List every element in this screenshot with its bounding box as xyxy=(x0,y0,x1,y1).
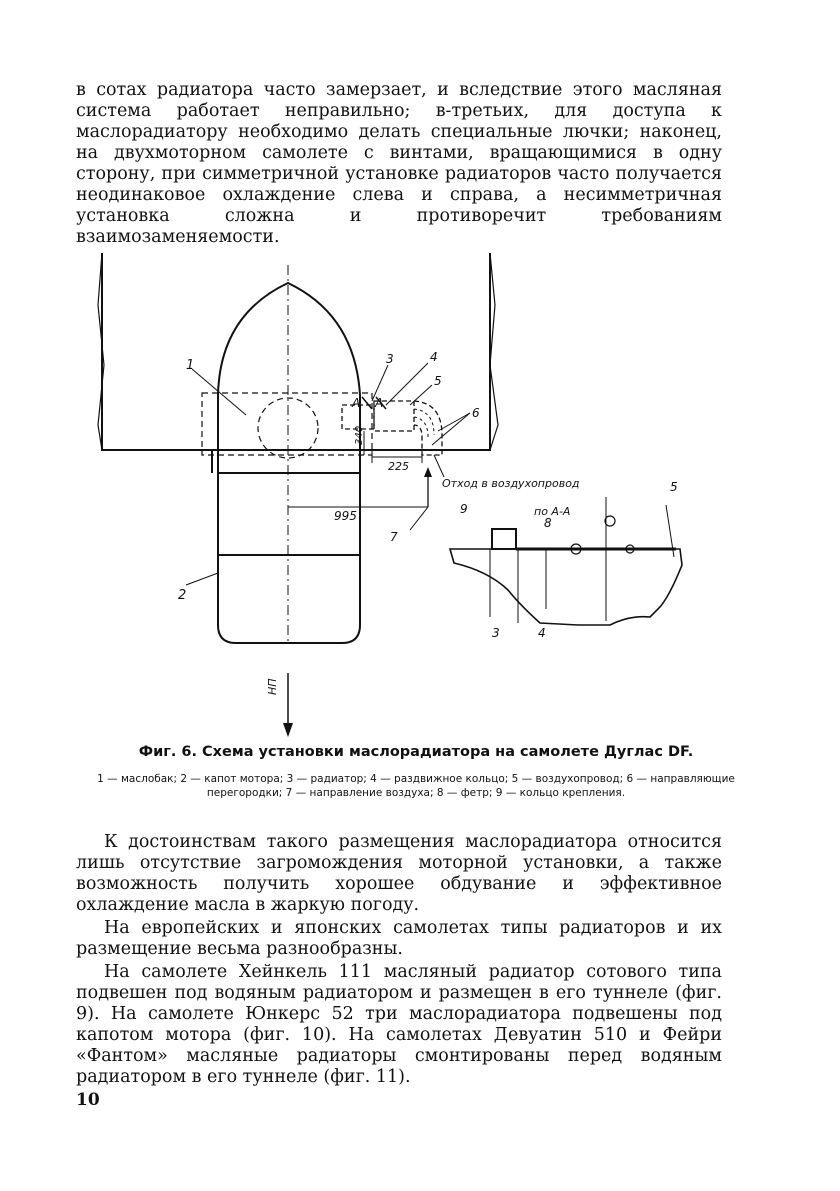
np-label: НП xyxy=(266,678,279,695)
label-9: 9 xyxy=(460,502,468,516)
figure-caption: Фиг. 6. Схема установки маслорадиатора на самолете Дуглас DF. xyxy=(138,744,694,760)
label-7: 7 xyxy=(390,530,398,544)
dim-340: 340 xyxy=(354,425,365,445)
label-1: 1 xyxy=(186,358,195,373)
cowling-lower xyxy=(218,555,360,643)
oil-radiator-diagram xyxy=(70,245,770,745)
paragraph-european: На европейских и японских самолетах типы радиаторов и их размещение весьма разнообразны. xyxy=(76,918,722,959)
figure-legend: 1 — маслобак; 2 — капот мотора; 3 — радиатор; 4 — раздвижное кольцо; 5 — воздухопровод; 6 — направляющие перегородки; 7 — направление воздуха; 8 — фетр; 9 — кольцо крепления. xyxy=(97,773,735,799)
label-3: 3 xyxy=(386,352,394,366)
paragraph-advantages: К достоинствам такого размещения маслорадиатора относится лишь отсутствие загромождения моторной установки, а также возможность получить хорошее обдувание и эффективное охлаждение масла в жаркую погоду. xyxy=(76,832,722,915)
page-number: 10 xyxy=(76,1090,100,1110)
air-duct xyxy=(414,401,442,455)
outlet-label: Отход в воздухопровод xyxy=(442,477,580,490)
label-8: 8 xyxy=(544,516,552,530)
label-2: 2 xyxy=(178,588,187,603)
nacelle-nose xyxy=(218,283,360,473)
wing-outline xyxy=(102,253,212,473)
paragraph-examples: На самолете Хейнкель 111 масляный радиатор сотового типа подвешен под водяным радиатором и размещен в его туннеле (фиг. 9). На самолете Юнкерс 52 три маслорадиатора подвешены под капотом мотора (фиг. 10). На самолетах Девуатин 510 и Фейри «Фантом» масляные радиаторы смонтированы перед водяным радиатором в его туннеле (фиг. 11). xyxy=(76,962,722,1087)
label-6: 6 xyxy=(472,406,480,420)
section-title: по А-А xyxy=(534,505,571,518)
paragraph-continuation: в сотах радиатора часто замерзает, и вследствие этого масляная система работает неправильно; в-третьих, для доступа к маслорадиатору необходимо делать специальные лючки; наконец, на двухмоторном самолете с винтами, вращающимися в одну сторону, при симметричной установке радиаторов часто получается неодинаковое охлаждение слева и справа, а несимметричная установка сложна и противоречит требованиям взаимозаменяемости. xyxy=(76,80,722,247)
label-section-3: 3 xyxy=(492,626,500,640)
dim-995: 995 xyxy=(334,509,357,523)
dim-225: 225 xyxy=(388,460,409,473)
mounting-ring xyxy=(492,529,516,549)
section-view xyxy=(450,549,682,625)
section-mark-a1: А xyxy=(352,396,361,410)
label-5: 5 xyxy=(434,374,442,388)
label-section-5: 5 xyxy=(670,480,678,494)
section-mark-a2: А xyxy=(375,396,384,410)
label-4: 4 xyxy=(430,350,438,364)
label-section-4: 4 xyxy=(538,626,546,640)
